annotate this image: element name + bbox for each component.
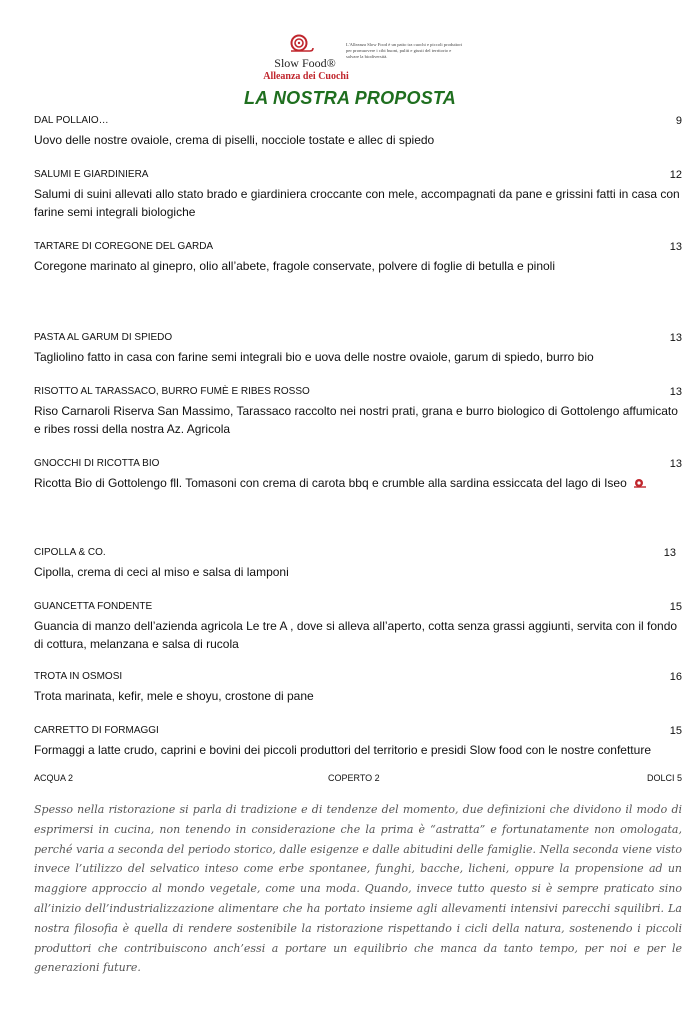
item-price: 15 xyxy=(669,725,682,737)
item-description: Uovo delle nostre ovaiole, crema di piselli, nocciole tostate e allec di spiedo xyxy=(34,133,435,147)
dolci-price: DOLCI 5 xyxy=(646,773,682,783)
menu-item xyxy=(34,168,682,221)
item-name: SALUMI E GIARDINIERA xyxy=(34,169,149,180)
snail-icon xyxy=(633,478,647,488)
item-price: 15 xyxy=(669,601,682,613)
item-price: 13 xyxy=(669,241,682,253)
item-name: PASTA AL GARUM DI SPIEDO xyxy=(34,332,173,343)
item-price: 13 xyxy=(669,458,682,470)
brand-note: L'Alleanza Slow Food è un patto tra cuochi e piccoli produttori per promuovere i cibi buoni, puliti e giusti del territorio e salvare la biodiversità. xyxy=(346,42,463,59)
item-name: RISOTTO AL TARASSACO, BURRO FUMÈ E RIBES ROSSO xyxy=(34,386,310,397)
item-name: TARTARE DI COREGONE DEL GARDA xyxy=(34,241,214,252)
acqua-price: ACQUA 2 xyxy=(34,773,74,783)
philosophy-text: Spesso nella ristorazione si parla di tradizione e di tendenze del momento, due definizioni che dividono il modo di esprimersi in cucina, non tenendo in considerazione che la prima è “astratta” e fortunatamente non omologata, perché varia a seconda del periodo storico, dalle esigenze e dalle abitudini delle famiglie. Nella seconda viene visto invece l’utilizzo del selvatico inteso come erbe spontanee, funghi, bacche, licheni, oppure la propensione ad un maggiore approccio al mondo vegetale, come una moda. Quando, invece tutto questo si è sempre praticato sino all’inizio dell’industrializzazione alimentare che ha portato insieme agli allevamenti intensivi parecchi squilibri. La nostra filosofia è quella di rendere sostenibile la ristorazione rispettando i cicli della natura, sostenendo i piccoli produttori che contribuiscono anch’essi a portare un equilibrio che manca da tanto tempo, per noi e per le generazioni future. xyxy=(34,803,682,975)
menu-item xyxy=(34,240,682,275)
menu-item xyxy=(34,114,682,149)
item-name: TROTA IN OSMOSI xyxy=(34,671,123,682)
item-description xyxy=(34,474,682,492)
item-description: Cipolla, crema di ceci al miso e salsa di lamponi xyxy=(34,565,289,579)
header xyxy=(0,32,700,82)
item-price: 13 xyxy=(669,386,682,398)
item-name: CARRETTO DI FORMAGGI xyxy=(34,725,159,736)
item-price: 13 xyxy=(669,332,682,344)
menu-item xyxy=(34,600,682,653)
page-title: LA NOSTRA PROPOSTA xyxy=(244,88,456,108)
menu-item xyxy=(34,724,682,759)
item-price: 16 xyxy=(669,671,682,683)
item-description: Salumi di suini allevati allo stato brado e giardiniera croccante con mele, accompagnati da pane e grissini fatti in casa con farine semi integrali biologiche xyxy=(34,187,680,219)
item-description-text: Ricotta Bio di Gottolengo fll. Tomasoni con crema di carota bbq e crumble alla sardina essiccata del lago di Iseo xyxy=(34,476,627,490)
item-description: Guancia di manzo dell’azienda agricola Le tre A , dove si alleva all’aperto, cotta senza grassi aggiunti, servita con il fondo di cottura, melanzana e salsa di rucola xyxy=(34,619,678,651)
item-description: Tagliolino fatto in casa con farine semi integrali bio e uova delle nostre ovaiole, garum di spiedo, burro bio xyxy=(34,350,594,364)
item-price: 9 xyxy=(675,115,682,127)
item-description: Riso Carnaroli Riserva San Massimo, Tarassaco raccolto nei nostri prati, grana e burro biologico di Gottolengo affumicato e ribes rossi della nostra Az. Agricola xyxy=(34,404,678,436)
item-name: CIPOLLA & CO. xyxy=(34,547,106,558)
item-description: Coregone marinato al ginepro, olio all’abete, fragole conservate, polvere di foglie di betulla e pinoli xyxy=(34,259,555,273)
item-price: 13 xyxy=(663,547,676,559)
item-description: Trota marinata, kefir, mele e shoyu, crostone di pane xyxy=(34,689,314,703)
item-price: 12 xyxy=(669,169,682,181)
item-name: GNOCCHI DI RICOTTA BIO xyxy=(34,458,160,469)
menu-item xyxy=(34,670,682,705)
snail-logo-icon xyxy=(288,34,314,54)
menu-item xyxy=(34,457,682,492)
item-name: GUANCETTA FONDENTE xyxy=(34,601,153,612)
brand-name: Slow Food® xyxy=(274,56,336,70)
brand-subtitle: Alleanza dei Cuochi xyxy=(263,71,349,82)
item-name: DAL POLLAIO… xyxy=(34,115,109,126)
coperto-price: COPERTO 2 xyxy=(328,773,380,783)
menu-item xyxy=(34,331,682,366)
item-description: Formaggi a latte crudo, caprini e bovini dei piccoli produttori del territorio e presidi Slow food con le nostre confetture xyxy=(34,743,651,757)
menu-item xyxy=(34,546,682,581)
menu-item xyxy=(34,385,682,438)
